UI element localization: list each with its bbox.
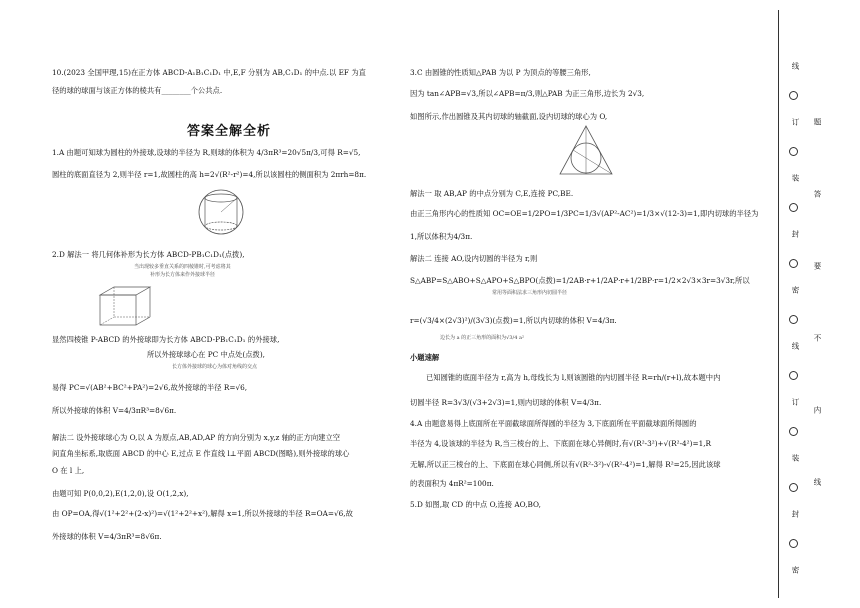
q10-line2: 径的球的球面与该正方体的棱共有________个公共点. — [52, 86, 223, 95]
a5-line1: 5.D 如图,取 CD 的中点 O,连接 AO,BO, — [410, 500, 541, 509]
a2-line1: 2.D 解法一 将几何体补形为长方体 ABCD-PB₁C₁D₁(点拨), — [52, 250, 245, 259]
binding-circle — [789, 427, 798, 436]
quick-line1: 已知圆锥的底面半径为 r,高为 h,母线长为 l,则该圆锥的内切圆半径 R=rh/(r+l),故本题中内 — [426, 373, 721, 382]
a4-line4: 的表面积为 4πR²=100π. — [410, 479, 494, 488]
a2-note3: 长方体外接球的球心为体对角线的交点 — [172, 364, 258, 370]
a3-line1: 3.C 由圆锥的性质知△PAB 为以 P 为顶点的等腰三角形, — [410, 68, 591, 77]
binding-notice-char: 不 — [813, 334, 822, 342]
a2-note2: 补形为长方体来作外接球半径 — [150, 272, 216, 278]
cone-incircle-figure — [556, 124, 616, 180]
a2-line10: 由 OP=OA,得√(1²+2²+(2-x)²)=√(1²+2²+x²),解得 x=1,所以外接球的半径 R=OA=√6,故 — [52, 509, 353, 518]
binding-circle — [789, 203, 798, 212]
binding-notice-char: 线 — [813, 478, 822, 486]
binding-label: 封 — [791, 510, 800, 518]
a4-line3: 无解,所以正三棱台的上、下底面在球心同侧,所以有√(R²-3²)-√(R²-4²)=1,解得 R²=25,因此该球 — [410, 460, 721, 469]
cuboid-figure — [96, 283, 156, 329]
a3-line3: 如图所示,作出圆锥及其内切球的轴截面,设内切球的球心为 O, — [410, 112, 608, 121]
a4-line2: 半径为 4,设该球的半径为 R,当三棱台的上、下底面在球心异侧时,有√(R²-3²)+√(R²-4²)=1,R — [410, 439, 712, 448]
a2-line11: 外接球的体积 V=4/3πR³=8√6π. — [52, 532, 162, 541]
binding-circle — [789, 315, 798, 324]
binding-circle — [789, 91, 798, 100]
a2-line8: O 在 l 上, — [52, 466, 85, 475]
binding-notice-char: 题 — [813, 118, 822, 126]
a2-line4: 易得 PC=√(AB²+BC²+PA²)=2√6,故外接球的半径 R=√6, — [52, 383, 248, 392]
a2-line6: 解法二 设外接球球心为 O,以 A 为原点,AB,AD,AP 的方向分别为 x,y,z 轴的正方向建立空 — [52, 433, 341, 442]
quick-solution-heading: 小题速解 — [410, 353, 440, 362]
binding-notice-char: 内 — [813, 406, 822, 414]
binding-label: 密 — [791, 566, 800, 574]
a3-note2: 边长为 a 的正三角形的面积为√3/4 a² — [440, 335, 524, 341]
quick-line2: 切圆半径 R=3√3/(√3+2√3)=1,则内切球的体积 V=4/3π. — [410, 398, 602, 407]
binding-label: 线 — [791, 62, 800, 70]
a2-line2: 显然四棱锥 P-ABCD 的外接球即为长方体 ABCD-PB₁C₁D₁ 的外接球, — [52, 335, 280, 344]
cylinder-sphere-figure — [190, 188, 252, 236]
a2-line9: 由题可知 P(0,0,2),E(1,2,0),设 O(1,2,x), — [52, 489, 189, 498]
a3-line4: 解法一 取 AB,AP 的中点分别为 C,E,连接 PC,BE. — [410, 189, 574, 198]
a1-line2: 圆柱的底面直径为 2,则半径 r=1,故圆柱的高 h=2√(R²-r²)=4,所以该圆柱的侧面积为 2πrh=8π. — [52, 170, 367, 179]
binding-circle — [789, 259, 798, 268]
a2-line3: 所以外接球球心在 PC 中点处(点拨), — [147, 350, 266, 359]
binding-label: 密 — [791, 286, 800, 294]
binding-notice-char: 答 — [813, 190, 822, 198]
binding-label: 装 — [791, 454, 800, 462]
binding-label: 封 — [791, 230, 800, 238]
binding-circle — [789, 371, 798, 380]
a3-line5: 由正三角形内心的性质知 OC=OE=1/2PO=1/3PC=1/3√(AP²-AC²)=1/3×√(12-3)=1,即内切球的半径为 — [410, 209, 759, 218]
a3-line2: 因为 tan∠APB=√3,所以∠APB=π/3,则△PAB 为正三角形,边长为 2√3, — [410, 89, 645, 98]
a3-line9: r=(√3/4×(2√3)²)/(3√3)(点拨)=1,所以内切球的体积 V=4/3π. — [410, 316, 617, 325]
a3-line6: 1,所以体积为4/3π. — [410, 232, 473, 241]
binding-circle — [789, 483, 798, 492]
binding-label: 订 — [791, 118, 800, 126]
binding-label: 线 — [791, 342, 800, 350]
binding-circle — [789, 147, 798, 156]
binding-label: 装 — [791, 174, 800, 182]
a2-line5: 所以外接球的体积 V=4/3πR³=8√6π. — [52, 406, 177, 415]
a4-line1: 4.A 由题意易得上底面所在平面截球面所得圆的半径为 3,下底面所在平面截球面所得圆的 — [410, 419, 697, 428]
a3-line8: S△ABP=S△ABO+S△APO+S△BPO(点拨)=1/2AB·r+1/2AP·r+1/2BP·r=1/2×2√3×3r=3√3r,所以 — [410, 276, 750, 285]
a3-line7: 解法二 连接 AO,设内切圆的半径为 r,则 — [410, 254, 538, 263]
q10-line1: 10.(2023 全国甲理,15)在正方体 ABCD-A₁B₁C₁D₁ 中,E,F 分别为 AB,C₁D₁ 的中点.以 EF 为直 — [52, 68, 366, 77]
a2-note1: 当出现较多垂直关系的四棱锥时,可考虑将其 — [134, 264, 231, 270]
a2-line7: 间直角坐标系,取底面 ABCD 的中心 E,过点 E 作直线 l⊥平面 ABCD(图略),则外接球的球心 — [52, 449, 350, 458]
binding-line — [778, 10, 779, 598]
answers-heading: 答案全解全析 — [187, 124, 272, 139]
binding-label: 订 — [791, 398, 800, 406]
a1-line1: 1.A 由题可知球为圆柱的外接球,设球的半径为 R,则球的体积为 4/3πR³=20√5π/3,可得 R=√5, — [52, 148, 361, 157]
binding-notice-char: 要 — [813, 262, 822, 270]
binding-circle — [789, 539, 798, 548]
a3-note1: 常用等面积法求三角形内切圆半径 — [492, 290, 568, 296]
